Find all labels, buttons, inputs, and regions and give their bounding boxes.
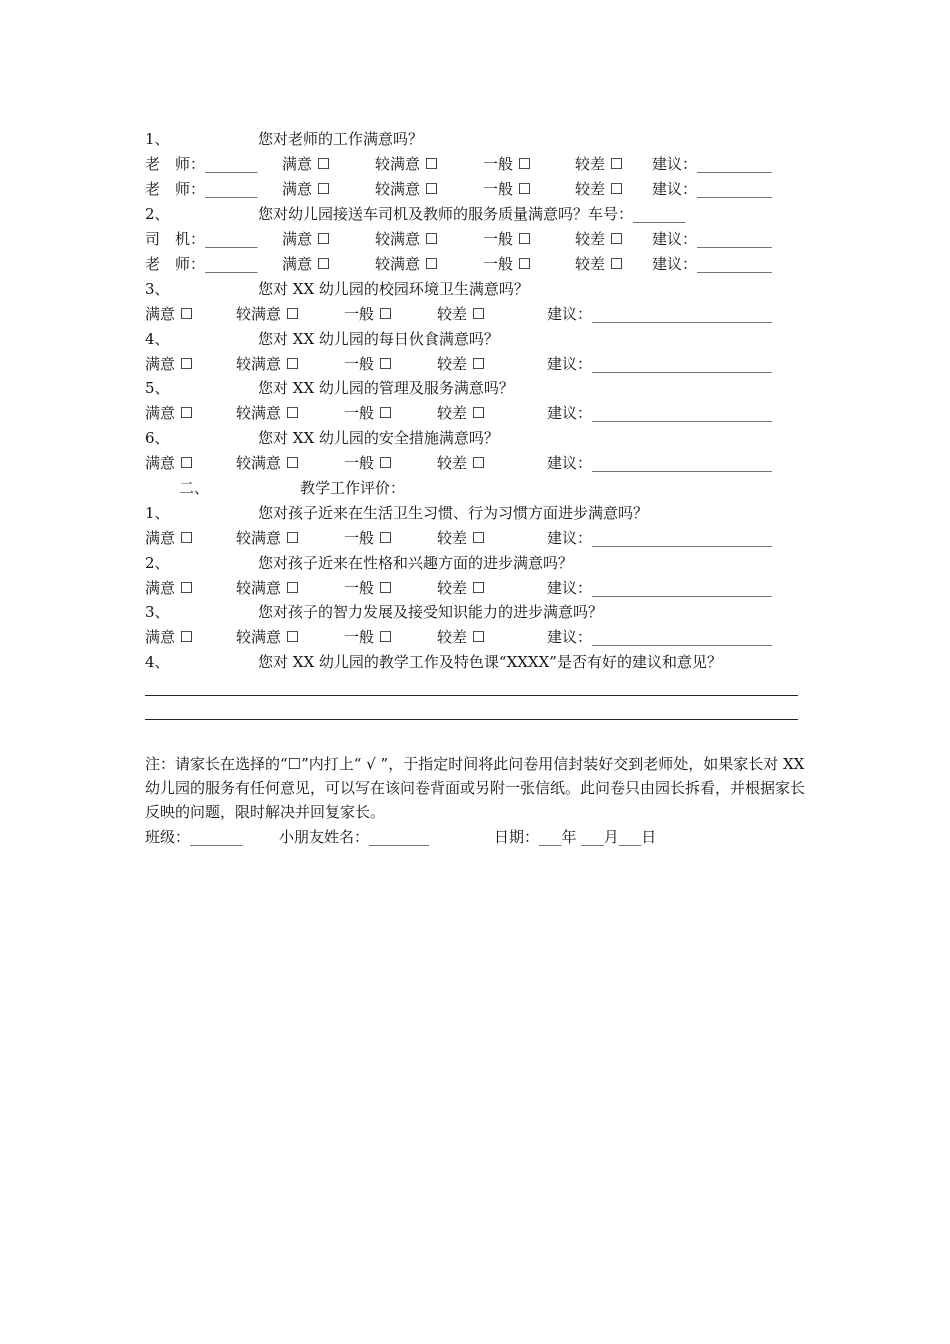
option-fairly-satisfied[interactable]: 较满意 ☐ bbox=[375, 230, 439, 248]
option-average[interactable]: 一般 ☐ bbox=[344, 529, 393, 547]
question-number: 1、 bbox=[145, 130, 170, 148]
question-number: 3、 bbox=[145, 603, 170, 621]
option-average[interactable]: 一般 ☐ bbox=[344, 579, 393, 597]
option-poor[interactable]: 较差 ☐ bbox=[437, 305, 486, 323]
question-text: 您对老师的工作满意吗？ bbox=[258, 130, 424, 148]
child-name-field[interactable]: 小朋友姓名：________ bbox=[279, 828, 430, 846]
question-number: 1、 bbox=[145, 504, 170, 522]
option-fairly-satisfied[interactable]: 较满意 ☐ bbox=[236, 628, 300, 646]
option-satisfied[interactable]: 满意 ☐ bbox=[282, 155, 331, 173]
option-poor[interactable]: 较差 ☐ bbox=[437, 579, 486, 597]
question-management bbox=[145, 376, 800, 401]
option-poor[interactable]: 较差 ☐ bbox=[437, 454, 486, 472]
question-text: 您对 XX 幼儿园的校园环境卫生满意吗？ bbox=[258, 280, 529, 298]
option-poor[interactable]: 较差 ☐ bbox=[575, 255, 624, 273]
teacher-name-field[interactable]: 老 师：_______ bbox=[145, 255, 258, 273]
option-satisfied[interactable]: 满意 ☐ bbox=[282, 255, 331, 273]
suggestion-field[interactable]: 建议：________________________ bbox=[547, 579, 773, 597]
footer-fields bbox=[145, 825, 800, 850]
answer-row bbox=[145, 576, 800, 601]
option-poor[interactable]: 较差 ☐ bbox=[437, 628, 486, 646]
option-poor[interactable]: 较差 ☐ bbox=[575, 230, 624, 248]
question-bus-service bbox=[145, 202, 800, 227]
suggestion-field[interactable]: 建议：________________________ bbox=[547, 454, 773, 472]
option-fairly-satisfied[interactable]: 较满意 ☐ bbox=[236, 579, 300, 597]
option-fairly-satisfied[interactable]: 较满意 ☐ bbox=[236, 529, 300, 547]
option-satisfied[interactable]: 满意 ☐ bbox=[145, 305, 194, 323]
question-safety bbox=[145, 426, 800, 451]
question-number: 5、 bbox=[145, 379, 170, 397]
option-fairly-satisfied[interactable]: 较满意 ☐ bbox=[236, 355, 300, 373]
answer-blank-line[interactable] bbox=[145, 695, 798, 696]
answer-row bbox=[145, 401, 800, 426]
option-average[interactable]: 一般 ☐ bbox=[344, 355, 393, 373]
option-satisfied[interactable]: 满意 ☐ bbox=[145, 529, 194, 547]
option-fairly-satisfied[interactable]: 较满意 ☐ bbox=[375, 255, 439, 273]
section-number: 二、 bbox=[179, 479, 210, 497]
class-field[interactable]: 班级：_______ bbox=[145, 828, 243, 846]
option-satisfied[interactable]: 满意 ☐ bbox=[145, 628, 194, 646]
suggestion-field[interactable]: 建议：__________ bbox=[652, 180, 773, 198]
question-text: 您对 XX 幼儿园的管理及服务满意吗？ bbox=[258, 379, 514, 397]
answer-row bbox=[145, 451, 800, 476]
teacher-row bbox=[145, 177, 800, 202]
teacher-row bbox=[145, 152, 800, 177]
question-meals bbox=[145, 327, 800, 352]
option-fairly-satisfied[interactable]: 较满意 ☐ bbox=[236, 454, 300, 472]
suggestion-field[interactable]: 建议：________________________ bbox=[547, 404, 773, 422]
option-fairly-satisfied[interactable]: 较满意 ☐ bbox=[375, 180, 439, 198]
option-poor[interactable]: 较差 ☐ bbox=[575, 180, 624, 198]
question-teaching-suggestions bbox=[145, 650, 800, 675]
question-text: 您对孩子近来在性格和兴趣方面的进步满意吗？ bbox=[258, 554, 574, 572]
option-satisfied[interactable]: 满意 ☐ bbox=[145, 355, 194, 373]
question-number: 4、 bbox=[145, 330, 170, 348]
suggestion-field[interactable]: 建议：________________________ bbox=[547, 305, 773, 323]
option-average[interactable]: 一般 ☐ bbox=[483, 255, 532, 273]
answer-row bbox=[145, 625, 800, 650]
option-fairly-satisfied[interactable]: 较满意 ☐ bbox=[236, 404, 300, 422]
suggestion-field[interactable]: 建议：__________ bbox=[652, 230, 773, 248]
option-poor[interactable]: 较差 ☐ bbox=[575, 155, 624, 173]
section-title: 教学工作评价： bbox=[300, 479, 406, 497]
question-number: 2、 bbox=[145, 554, 170, 572]
teacher-name-field[interactable]: 老 师：_______ bbox=[145, 155, 258, 173]
suggestion-field[interactable]: 建议：__________ bbox=[652, 155, 773, 173]
suggestion-field[interactable]: 建议：________________________ bbox=[547, 529, 773, 547]
driver-name-field[interactable]: 司 机：_______ bbox=[145, 230, 258, 248]
option-satisfied[interactable]: 满意 ☐ bbox=[145, 454, 194, 472]
option-satisfied[interactable]: 满意 ☐ bbox=[145, 579, 194, 597]
question-environment bbox=[145, 277, 800, 302]
option-satisfied[interactable]: 满意 ☐ bbox=[145, 404, 194, 422]
answer-row bbox=[145, 526, 800, 551]
option-satisfied[interactable]: 满意 ☐ bbox=[282, 180, 331, 198]
answer-row bbox=[145, 302, 800, 327]
option-average[interactable]: 一般 ☐ bbox=[344, 454, 393, 472]
option-average[interactable]: 一般 ☐ bbox=[344, 404, 393, 422]
question-number: 2、 bbox=[145, 205, 170, 223]
option-average[interactable]: 一般 ☐ bbox=[344, 628, 393, 646]
option-average[interactable]: 一般 ☐ bbox=[483, 230, 532, 248]
question-habits bbox=[145, 501, 800, 526]
question-number: 4、 bbox=[145, 653, 170, 671]
option-poor[interactable]: 较差 ☐ bbox=[437, 355, 486, 373]
question-text: 您对 XX 幼儿园的每日伙食满意吗？ bbox=[258, 330, 499, 348]
suggestion-field[interactable]: 建议：________________________ bbox=[547, 628, 773, 646]
date-field[interactable]: 日期：___年 ___月___日 bbox=[494, 828, 657, 846]
option-average[interactable]: 一般 ☐ bbox=[483, 155, 532, 173]
question-text: 您对 XX 幼儿园的安全措施满意吗？ bbox=[258, 429, 499, 447]
teacher-name-field[interactable]: 老 师：_______ bbox=[145, 180, 258, 198]
answer-row bbox=[145, 352, 800, 377]
answer-blank-line[interactable] bbox=[145, 719, 798, 720]
question-number: 3、 bbox=[145, 280, 170, 298]
instruction-note: 注：请家长在选择的“☐”内打上“ √ ”，于指定时间将此问卷用信封装好交到老师处，如果家长对 XX 幼儿园的服务有任何意见，可以写在该问卷背面或另附一张信纸。此问卷只由园长拆看，并根据家长反映的问题，限时解决并回复家长。 bbox=[145, 755, 806, 821]
question-personality bbox=[145, 551, 800, 576]
suggestion-field[interactable]: 建议：__________ bbox=[652, 255, 773, 273]
question-intelligence bbox=[145, 600, 800, 625]
option-fairly-satisfied[interactable]: 较满意 ☐ bbox=[236, 305, 300, 323]
option-satisfied[interactable]: 满意 ☐ bbox=[282, 230, 331, 248]
section-heading-teaching bbox=[145, 476, 800, 501]
question-text: 您对幼儿园接送车司机及教师的服务质量满意吗？车号：_______ bbox=[258, 205, 686, 223]
question-text: 您对 XX 幼儿园的教学工作及特色课“XXXX”是否有好的建议和意见？ bbox=[258, 653, 722, 671]
option-fairly-satisfied[interactable]: 较满意 ☐ bbox=[375, 155, 439, 173]
option-average[interactable]: 一般 ☐ bbox=[483, 180, 532, 198]
question-teacher-satisfaction bbox=[145, 127, 800, 152]
question-number: 6、 bbox=[145, 429, 170, 447]
bus-teacher-row bbox=[145, 252, 800, 277]
question-text: 您对孩子的智力发展及接受知识能力的进步满意吗？ bbox=[258, 603, 604, 621]
option-poor[interactable]: 较差 ☐ bbox=[437, 529, 486, 547]
suggestion-field[interactable]: 建议：________________________ bbox=[547, 355, 773, 373]
option-average[interactable]: 一般 ☐ bbox=[344, 305, 393, 323]
driver-row bbox=[145, 227, 800, 252]
question-text: 您对孩子近来在生活卫生习惯、行为习惯方面进步满意吗？ bbox=[258, 504, 649, 522]
option-poor[interactable]: 较差 ☐ bbox=[437, 404, 486, 422]
